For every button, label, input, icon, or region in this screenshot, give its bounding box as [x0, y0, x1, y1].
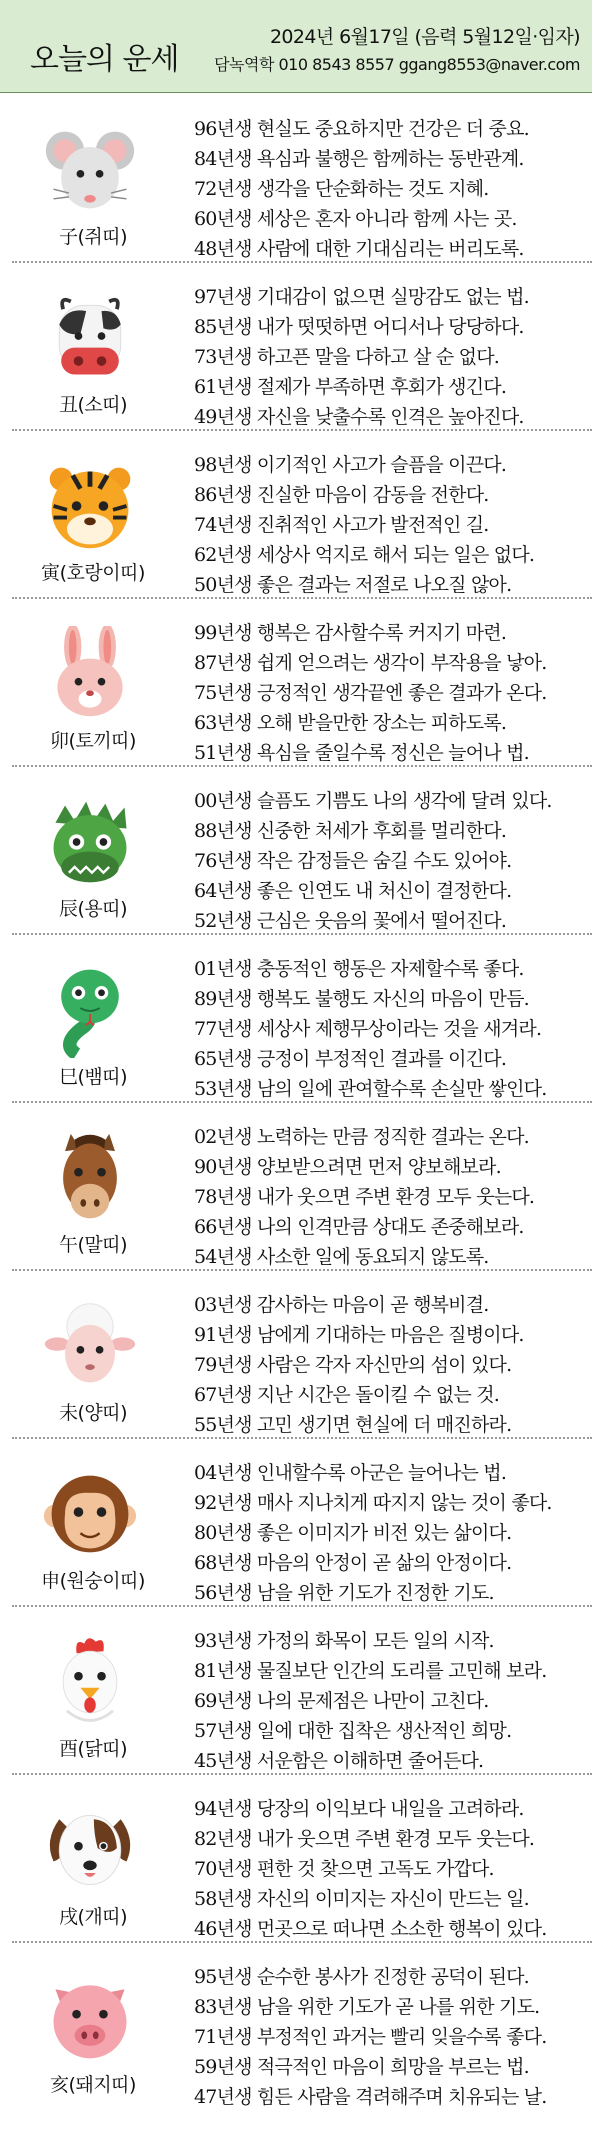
fortune-line: 74년생 진취적인 사고가 발전적인 길.	[194, 514, 489, 536]
fortune-lines	[194, 1626, 594, 1776]
cow-icon	[42, 290, 138, 386]
sheep-icon	[42, 1298, 138, 1394]
fortune-line: 49년생 자신을 낮출수록 인격은 높아진다.	[194, 406, 524, 428]
fortune-line: 75년생 긍정적인 생각끝엔 좋은 결과가 온다.	[194, 682, 547, 704]
zodiac-label: 寅(호랑이띠)	[41, 562, 145, 584]
fortune-lines	[194, 954, 594, 1104]
fortune-line: 84년생 욕심과 불행은 함께하는 동반관계.	[194, 148, 524, 170]
fortune-line: 46년생 먼곳으로 떠나면 소소한 행복이 있다.	[194, 1918, 547, 1940]
fortune-line: 67년생 지난 시간은 돌이킬 수 없는 것.	[194, 1384, 500, 1406]
fortune-line: 92년생 매사 지나치게 따지지 않는 것이 좋다.	[194, 1492, 552, 1514]
snake-icon	[42, 962, 138, 1058]
fortune-line: 04년생 인내할수록 아군은 늘어나는 법.	[194, 1462, 507, 1484]
fortune-line: 03년생 감사하는 마음이 곧 행복비결.	[194, 1294, 489, 1316]
fortune-line: 47년생 힘든 사람을 격려해주며 치유되는 날.	[194, 2086, 547, 2108]
fortune-line: 71년생 부정적인 과거는 빨리 잊을수록 좋다.	[194, 2026, 547, 2048]
fortune-line: 62년생 세상사 억지로 해서 되는 일은 없다.	[194, 544, 535, 566]
zodiac-label: 戌(개띠)	[58, 1906, 128, 1928]
zodiac-row	[12, 1608, 592, 1775]
row-divider	[12, 1605, 592, 1607]
fortune-lines	[194, 282, 594, 432]
fortune-line: 85년생 내가 떳떳하면 어디서나 당당하다.	[194, 316, 524, 338]
row-divider	[12, 1941, 592, 1943]
tiger-icon	[42, 458, 138, 554]
fortune-line: 55년생 고민 생기면 현실에 더 매진하라.	[194, 1414, 512, 1436]
zodiac-row	[12, 1104, 592, 1271]
fortune-line: 99년생 행복은 감사할수록 커지기 마련.	[194, 622, 507, 644]
zodiac-row	[12, 1944, 592, 2111]
dog-icon	[42, 1802, 138, 1898]
fortune-line: 94년생 당장의 이익보다 내일을 고려하라.	[194, 1798, 524, 1820]
fortune-line: 58년생 자신의 이미지는 자신이 만드는 일.	[194, 1888, 529, 1910]
fortune-line: 90년생 양보받으려면 먼저 양보해보라.	[194, 1156, 501, 1178]
page-title: 오늘의 운세	[30, 42, 179, 77]
fortune-line: 59년생 적극적인 마음이 희망을 부르는 법.	[194, 2056, 529, 2078]
fortune-line: 57년생 일에 대한 집착은 생산적인 희망.	[194, 1720, 512, 1742]
fortune-line: 82년생 내가 웃으면 주변 환경 모두 웃는다.	[194, 1828, 535, 1850]
fortune-line: 53년생 남의 일에 관여할수록 손실만 쌓인다.	[194, 1078, 547, 1100]
fortune-line: 51년생 욕심을 줄일수록 정신은 늘어나 법.	[194, 742, 529, 764]
fortune-line: 93년생 가정의 화목이 모든 일의 시작.	[194, 1630, 494, 1652]
zodiac-row	[12, 768, 592, 935]
fortune-line: 68년생 마음의 안정이 곧 삶의 안정이다.	[194, 1552, 512, 1574]
fortune-line: 63년생 오해 받을만한 장소는 피하도록.	[194, 712, 507, 734]
fortune-line: 65년생 긍정이 부정적인 결과를 이긴다.	[194, 1048, 507, 1070]
fortune-line: 87년생 쉽게 얻으려는 생각이 부작용을 낳아.	[194, 652, 547, 674]
fortune-line: 95년생 순수한 봉사가 진정한 공덕이 된다.	[194, 1966, 529, 1988]
header	[0, 0, 592, 93]
fortune-line: 80년생 좋은 이미지가 비전 있는 삶이다.	[194, 1522, 512, 1544]
row-divider	[12, 429, 592, 431]
rat-icon	[42, 122, 138, 218]
dragon-icon	[42, 794, 138, 890]
horse-icon	[42, 1130, 138, 1226]
zodiac-row	[12, 1440, 592, 1607]
zodiac-label: 辰(용띠)	[58, 898, 128, 920]
rooster-icon	[42, 1634, 138, 1730]
fortune-line: 00년생 슬픔도 기쁨도 나의 생각에 달려 있다.	[194, 790, 552, 812]
fortune-lines	[194, 114, 594, 264]
zodiac-row	[12, 1272, 592, 1439]
zodiac-row	[12, 96, 592, 263]
row-divider	[12, 1101, 592, 1103]
fortune-line: 76년생 작은 감정들은 숨길 수도 있어야.	[194, 850, 512, 872]
fortune-line: 45년생 서운함은 이해하면 줄어든다.	[194, 1750, 484, 1772]
fortune-line: 83년생 남을 위한 기도가 곧 나를 위한 기도.	[194, 1996, 540, 2018]
row-divider	[12, 765, 592, 767]
rabbit-icon	[42, 626, 138, 722]
zodiac-row	[12, 1776, 592, 1943]
fortune-line: 64년생 좋은 인연도 내 처신이 결정한다.	[194, 880, 512, 902]
zodiac-label: 午(말띠)	[58, 1234, 128, 1256]
fortune-line: 86년생 진실한 마음이 감동을 전한다.	[194, 484, 489, 506]
fortune-line: 02년생 노력하는 만큼 정직한 결과는 온다.	[194, 1126, 529, 1148]
row-divider	[12, 933, 592, 935]
fortune-line: 69년생 나의 문제점은 나만이 고친다.	[194, 1690, 489, 1712]
fortune-line: 56년생 남을 위한 기도가 진정한 기도.	[194, 1582, 494, 1604]
fortune-line: 91년생 남에게 기대하는 마음은 질병이다.	[194, 1324, 524, 1346]
fortune-line: 60년생 세상은 혼자 아니라 함께 사는 곳.	[194, 208, 517, 230]
zodiac-label: 子(쥐띠)	[58, 226, 128, 248]
monkey-icon	[42, 1466, 138, 1562]
fortune-lines	[194, 1290, 594, 1440]
zodiac-label: 亥(돼지띠)	[50, 2074, 136, 2096]
fortune-lines	[194, 1962, 594, 2112]
zodiac-label: 申(원숭이띠)	[41, 1570, 145, 1592]
fortune-line: 81년생 물질보단 인간의 도리를 고민해 보라.	[194, 1660, 547, 1682]
contact-line: 담녹역학 010 8543 8557 ggang8553@naver.com	[214, 55, 580, 74]
fortune-line: 52년생 근심은 웃음의 꽃에서 떨어진다.	[194, 910, 507, 932]
row-divider	[12, 597, 592, 599]
fortune-line: 78년생 내가 웃으면 주변 환경 모두 웃는다.	[194, 1186, 535, 1208]
fortune-lines	[194, 1458, 594, 1608]
fortune-line: 98년생 이기적인 사고가 슬픔을 이끈다.	[194, 454, 507, 476]
zodiac-label: 巳(뱀띠)	[58, 1066, 128, 1088]
zodiac-label: 丑(소띠)	[58, 394, 128, 416]
row-divider	[12, 1773, 592, 1775]
date-line: 2024년 6월17일 (음력 5월12일·임자)	[269, 26, 580, 48]
pig-icon	[42, 1970, 138, 2066]
fortune-line: 01년생 충동적인 행동은 자제할수록 좋다.	[194, 958, 524, 980]
fortune-lines	[194, 1122, 594, 1272]
fortune-line: 72년생 생각을 단순화하는 것도 지혜.	[194, 178, 489, 200]
zodiac-row	[12, 600, 592, 767]
row-divider	[12, 261, 592, 263]
fortune-line: 89년생 행복도 불행도 자신의 마음이 만듬.	[194, 988, 529, 1010]
zodiac-label: 未(양띠)	[58, 1402, 128, 1424]
fortune-line: 48년생 사람에 대한 기대심리는 버리도록.	[194, 238, 524, 260]
zodiac-label: 酉(닭띠)	[58, 1738, 128, 1760]
zodiac-row	[12, 936, 592, 1103]
fortune-line: 77년생 세상사 제행무상이라는 것을 새겨라.	[194, 1018, 542, 1040]
row-divider	[12, 1437, 592, 1439]
fortune-line: 70년생 편한 것 찾으면 고독도 가깝다.	[194, 1858, 494, 1880]
fortune-line: 50년생 좋은 결과는 저절로 나오질 않아.	[194, 574, 512, 596]
fortune-line: 66년생 나의 인격만큼 상대도 존중해보라.	[194, 1216, 524, 1238]
fortune-line: 88년생 신중한 처세가 후회를 멀리한다.	[194, 820, 507, 842]
fortune-line: 79년생 사람은 각자 자신만의 섬이 있다.	[194, 1354, 512, 1376]
fortune-line: 96년생 현실도 중요하지만 건강은 더 중요.	[194, 118, 529, 140]
fortune-lines	[194, 786, 594, 936]
fortune-lines	[194, 450, 594, 600]
row-divider	[12, 1269, 592, 1271]
zodiac-row	[12, 264, 592, 431]
zodiac-label: 卯(토끼띠)	[50, 730, 136, 752]
fortune-line: 61년생 절제가 부족하면 후회가 생긴다.	[194, 376, 507, 398]
fortune-line: 54년생 사소한 일에 동요되지 않도록.	[194, 1246, 489, 1268]
fortune-line: 97년생 기대감이 없으면 실망감도 없는 법.	[194, 286, 529, 308]
fortune-line: 73년생 하고픈 말을 다하고 살 순 없다.	[194, 346, 500, 368]
fortune-lines	[194, 1794, 594, 1944]
fortune-lines	[194, 618, 594, 768]
zodiac-row	[12, 432, 592, 599]
